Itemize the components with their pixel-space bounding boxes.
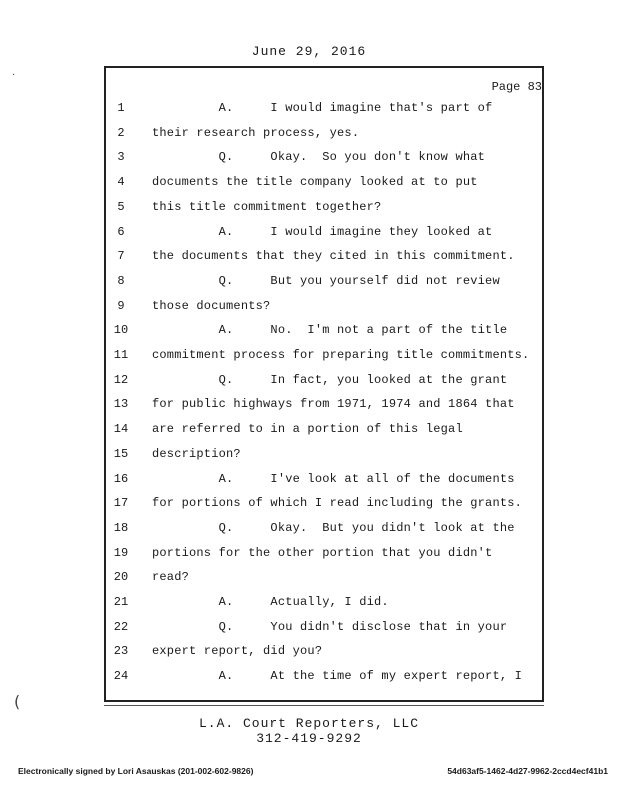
footer-agency: L.A. Court Reporters, LLC <box>198 716 420 731</box>
line-number: 21 <box>113 595 129 609</box>
line-number: 5 <box>117 200 125 214</box>
footer-phone: 312-419-9292 <box>256 731 362 746</box>
line-text: Q. Okay. But you didn't look at the <box>152 521 515 535</box>
line-number: 13 <box>113 397 129 411</box>
line-number: 2 <box>117 126 125 140</box>
line-text: expert report, did you? <box>152 644 323 658</box>
line-number: 23 <box>113 644 129 658</box>
line-number: 19 <box>113 546 129 560</box>
line-text: commitment process for preparing title commitments. <box>152 348 530 362</box>
line-number: 11 <box>113 348 129 362</box>
line-text: their research process, yes. <box>152 126 360 140</box>
line-text: A. At the time of my expert report, I <box>152 669 523 683</box>
line-number: 4 <box>117 175 125 189</box>
document-id: 54d63af5-1462-4d27-9962-2ccd4ecf41b1 <box>447 766 608 776</box>
line-number: 10 <box>113 323 129 337</box>
line-text: A. Actually, I did. <box>152 595 389 609</box>
line-number: 15 <box>113 447 129 461</box>
page-number: Page 83 <box>491 80 542 94</box>
line-text: for portions of which I read including the grants. <box>152 496 523 510</box>
line-text: A. I would imagine they looked at <box>152 225 493 239</box>
line-text: this title commitment together? <box>152 200 382 214</box>
line-text: A. I would imagine that's part of <box>152 101 493 115</box>
line-number: 6 <box>117 225 125 239</box>
line-number: 9 <box>117 299 125 313</box>
line-number: 1 <box>117 101 125 115</box>
line-text: Q. In fact, you looked at the grant <box>152 373 508 387</box>
line-number: 7 <box>117 249 125 263</box>
line-number: 3 <box>117 150 125 164</box>
line-number: 24 <box>113 669 129 683</box>
line-text: description? <box>152 447 241 461</box>
line-number: 8 <box>117 274 125 288</box>
scan-mark-left: · <box>12 70 16 81</box>
line-text: those documents? <box>152 299 271 313</box>
line-text: the documents that they cited in this commitment. <box>152 249 515 263</box>
line-text: documents the title company looked at to put <box>152 175 478 189</box>
line-number: 20 <box>113 570 129 584</box>
header-date: June 29, 2016 <box>251 44 367 59</box>
line-text: A. No. I'm not a part of the title <box>152 323 508 337</box>
line-number: 18 <box>113 521 129 535</box>
line-number: 17 <box>113 496 129 510</box>
scan-mark-bracket: ( <box>14 692 21 711</box>
electronic-signature-note: Electronically signed by Lori Asauskas (201-002-602-9826) <box>18 766 254 776</box>
line-text: Q. You didn't disclose that in your <box>152 620 508 634</box>
line-text: are referred to in a portion of this legal <box>152 422 463 436</box>
line-number: 14 <box>113 422 129 436</box>
line-text: A. I've look at all of the documents <box>152 472 515 486</box>
line-number: 22 <box>113 620 129 634</box>
line-number: 12 <box>113 373 129 387</box>
line-text: Q. Okay. So you don't know what <box>152 150 486 164</box>
line-text: for public highways from 1971, 1974 and 1864 that <box>152 397 515 411</box>
line-text: Q. But you yourself did not review <box>152 274 500 288</box>
line-number: 16 <box>113 472 129 486</box>
line-text: portions for the other portion that you didn't <box>152 546 493 560</box>
line-text: read? <box>152 570 190 584</box>
